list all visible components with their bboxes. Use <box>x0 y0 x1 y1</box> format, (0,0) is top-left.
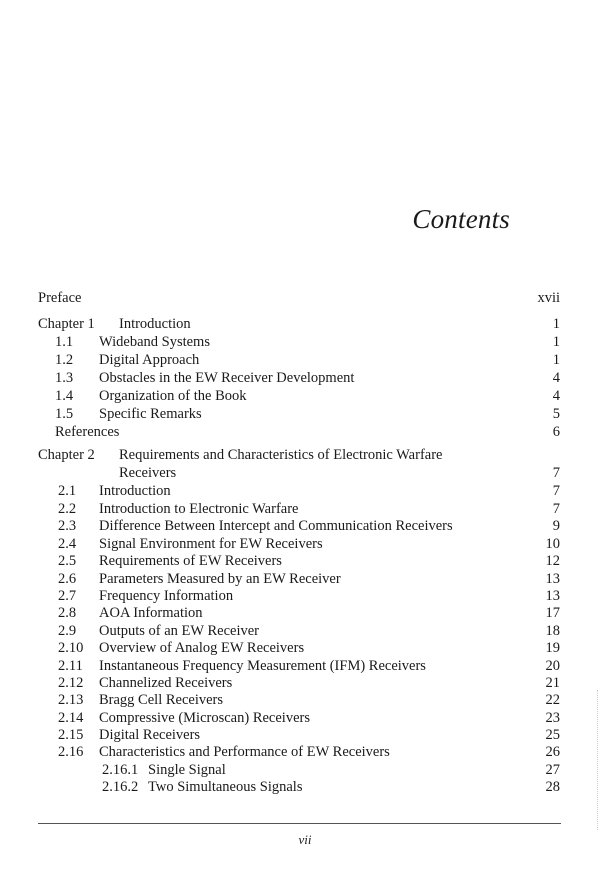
toc-section <box>0 535 560 553</box>
toc-page-number: 1 <box>552 352 560 368</box>
section-number: 2.14 <box>58 710 84 726</box>
toc-section <box>0 639 560 657</box>
toc-references <box>0 423 560 441</box>
chapter-label: Chapter 2 <box>38 447 95 463</box>
toc-section <box>0 351 560 369</box>
section-title: Parameters Measured by an EW Receiver <box>99 571 341 587</box>
toc-page-number: 6 <box>552 424 560 440</box>
toc-page-number: 21 <box>545 675 560 691</box>
section-title: Difference Between Intercept and Communication Receivers <box>99 518 453 534</box>
toc-page-number: 12 <box>545 553 560 569</box>
toc-section <box>0 369 560 387</box>
section-title: Compressive (Microscan) Receivers <box>99 710 310 726</box>
toc-page-number: 1 <box>552 334 560 350</box>
toc-section <box>0 552 560 570</box>
section-title: Signal Environment for EW Receivers <box>99 536 323 552</box>
toc-section <box>0 405 560 423</box>
section-number: 2.3 <box>58 518 77 534</box>
section-number: 2.1 <box>58 483 77 499</box>
section-title: Overview of Analog EW Receivers <box>99 640 305 656</box>
toc-page-number: 13 <box>545 571 560 587</box>
toc-page-number: 7 <box>552 483 560 499</box>
toc-page-number: 23 <box>545 710 560 726</box>
toc-page-number: 28 <box>545 779 560 795</box>
section-number: 1.5 <box>55 406 74 422</box>
section-title: Outputs of an EW Receiver <box>99 623 259 639</box>
toc-section <box>0 517 560 535</box>
section-number: 2.16 <box>58 744 84 760</box>
toc-subsection <box>0 778 560 796</box>
section-number: 1.4 <box>55 388 74 404</box>
references-label: References <box>55 424 120 440</box>
toc-chapter-1 <box>0 315 560 333</box>
section-title: Channelized Receivers <box>99 675 233 691</box>
toc-page-number: 17 <box>545 605 560 621</box>
chapter-title: Requirements and Characteristics of Electronic Warfare <box>119 447 443 463</box>
section-title: Introduction <box>99 483 171 499</box>
toc-section <box>0 570 560 588</box>
toc-section <box>0 604 560 622</box>
toc-chapter-2 <box>0 446 560 464</box>
section-title: Digital Approach <box>99 352 200 368</box>
toc-page-number: 1 <box>552 316 560 332</box>
section-number: 1.2 <box>55 352 74 368</box>
section-title: Introduction to Electronic Warfare <box>99 501 299 517</box>
section-title: Instantaneous Frequency Measurement (IFM) Receivers <box>99 658 426 674</box>
toc-section <box>0 726 560 744</box>
section-number: 2.6 <box>58 571 77 587</box>
toc-page-number: 22 <box>545 692 560 708</box>
toc-section <box>0 743 560 761</box>
subsection-title: Single Signal <box>148 762 226 778</box>
section-number: 2.9 <box>58 623 77 639</box>
section-number: 2.5 <box>58 553 77 569</box>
footer-rule <box>38 823 561 824</box>
toc-page-number: 7 <box>552 465 560 481</box>
section-number: 1.1 <box>55 334 74 350</box>
section-number: 2.10 <box>58 640 84 656</box>
section-title: Wideband Systems <box>99 334 210 350</box>
toc-page-number: 19 <box>545 640 560 656</box>
section-number: 2.7 <box>58 588 77 604</box>
toc-section <box>0 657 560 675</box>
toc-page-number: 18 <box>545 623 560 639</box>
toc-section <box>0 387 560 405</box>
section-title: Obstacles in the EW Receiver Development <box>99 370 355 386</box>
toc-page-number: 10 <box>545 536 560 552</box>
toc-page-number: 5 <box>552 406 560 422</box>
chapter-title: Introduction <box>119 316 191 332</box>
section-title: Characteristics and Performance of EW Receivers <box>99 744 390 760</box>
section-number: 2.13 <box>58 692 84 708</box>
toc-section <box>0 674 560 692</box>
section-number: 1.3 <box>55 370 74 386</box>
toc-page-number: 27 <box>545 762 560 778</box>
section-number: 2.2 <box>58 501 77 517</box>
section-title: Organization of the Book <box>99 388 247 404</box>
toc-section <box>0 587 560 605</box>
section-title: Specific Remarks <box>99 406 202 422</box>
page-number: vii <box>298 832 312 847</box>
section-title: Frequency Information <box>99 588 234 604</box>
toc-page-number: 13 <box>545 588 560 604</box>
section-number: 2.8 <box>58 605 77 621</box>
toc-page-number: 4 <box>552 388 560 404</box>
section-title: AOA Information <box>99 605 203 621</box>
chapter-label: Chapter 1 <box>38 316 95 332</box>
section-title: Bragg Cell Receivers <box>99 692 224 708</box>
section-title: Digital Receivers <box>99 727 201 743</box>
page-title: Contents <box>412 204 510 234</box>
toc-page-number: 4 <box>552 370 560 386</box>
toc-section <box>0 482 560 500</box>
scan-edge-marks <box>597 690 598 830</box>
toc-chapter-2-continued <box>0 464 560 482</box>
toc-section <box>0 622 560 640</box>
section-number: 2.15 <box>58 727 84 743</box>
section-number: 2.11 <box>58 658 83 674</box>
toc-section <box>0 709 560 727</box>
toc-page-number: 25 <box>545 727 560 743</box>
toc-page-number: xvii <box>537 290 560 306</box>
section-title: Requirements of EW Receivers <box>99 553 282 569</box>
toc-entry-title: Preface <box>38 290 82 306</box>
subsection-number: 2.16.2 <box>102 779 139 795</box>
toc-page-number: 20 <box>545 658 560 674</box>
section-number: 2.4 <box>58 536 77 552</box>
subsection-title: Two Simultaneous Signals <box>148 779 303 795</box>
toc-section <box>0 333 560 351</box>
toc-page-number: 7 <box>552 501 560 517</box>
chapter-title-continued: Receivers <box>119 465 177 481</box>
toc-section <box>0 691 560 709</box>
toc-page-number: 26 <box>545 744 560 760</box>
section-number: 2.12 <box>58 675 84 691</box>
toc-subsection <box>0 761 560 779</box>
subsection-number: 2.16.1 <box>102 762 139 778</box>
toc-section <box>0 500 560 518</box>
toc-page-number: 9 <box>552 518 560 534</box>
toc-entry-preface <box>0 289 560 307</box>
